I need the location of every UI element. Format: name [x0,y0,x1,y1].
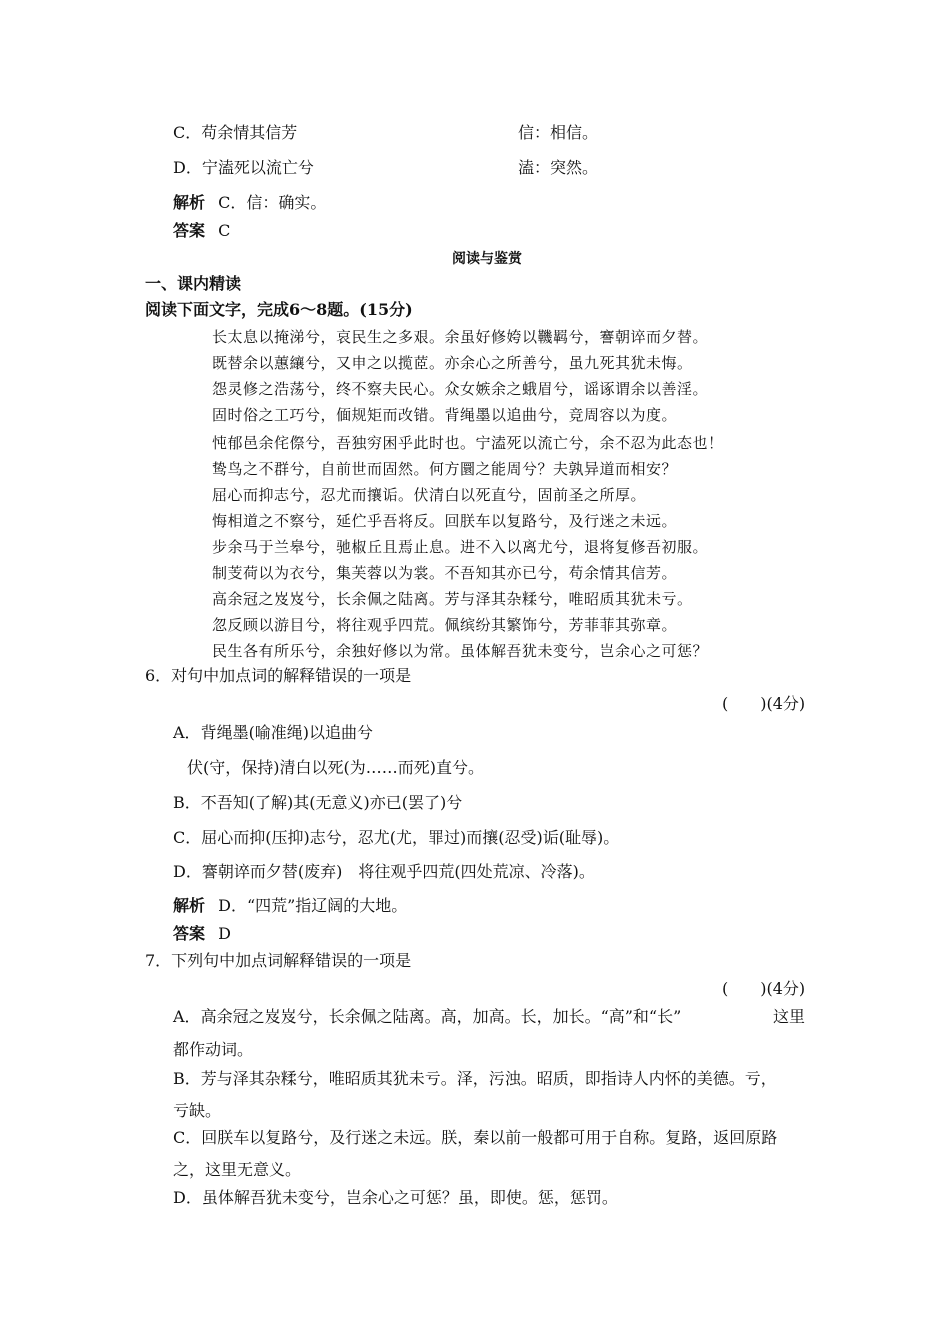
q7-option-b [173,1068,777,1090]
option-text: 背绳墨(喻准绳)以追曲兮 [200,723,374,742]
q7-option-c-cont: 之，这里无意义。 [173,1160,302,1179]
option-text: 芳与泽其杂糅兮，唯昭质其犹未亏。泽，污浊。昭质，即指诗人内怀的美德。亏， [200,1069,777,1088]
q7-stem: 7．下列句中加点词解释错误的一项是 [145,951,412,970]
option-label: C． [173,828,202,847]
analysis-text: D．“四荒”指辽阔的大地。 [218,896,408,915]
option-label: A． [173,1007,201,1026]
option-label: B． [173,793,201,812]
poem-line: 鸷鸟之不群兮，自前世而固然。何方圜之能周兮？夫孰异道而相安？ [212,460,678,478]
q6-option-a [173,722,373,744]
poem-line: 悔相道之不察兮，延伫乎吾将反。回朕车以复路兮，及行迷之未远。 [212,512,678,530]
q6-analysis [173,895,407,917]
option-text: 苟余情其信芳 [201,123,298,142]
q6-option-d [173,861,595,883]
q6-option-b [173,792,462,814]
option-text: 虽体解吾犹未变兮，岂余心之可惩？虽，即使。惩，惩罚。 [201,1188,618,1207]
option-label: A． [173,723,201,742]
option-label: C． [173,123,202,142]
q7-score: ( )(4分) [722,979,806,998]
poem-line: 长太息以掩涕兮，哀民生之多艰。余虽好修姱以鞿羁兮，謇朝谇而夕替。 [212,328,709,346]
answer-label: 答案 [173,924,206,943]
option-c-row [173,122,297,144]
analysis-row [173,192,326,214]
q6-option-c [173,827,619,849]
q7-option-a [173,1006,681,1028]
option-text: 回朕车以复路兮，及行迷之未远。朕，秦以前一般都可用于自称。复路，返回原路 [201,1128,778,1147]
answer-text: D [218,924,231,943]
poem-line: 制芰荷以为衣兮，集芙蓉以为裳。不吾知其亦已兮，苟余情其信芳。 [212,564,678,582]
analysis-label: 解析 [173,896,206,915]
option-label: D． [173,862,202,881]
q7-option-a-tail: 这里 [773,1007,806,1026]
answer-row [173,220,230,242]
option-label: D． [173,158,202,177]
option-d-row [173,157,314,179]
poem-line: 步余马于兰皋兮，驰椒丘且焉止息。进不入以离尤兮，退将复修吾初服。 [212,538,709,556]
option-text: 宁溘死以流亡兮 [201,158,314,177]
part-heading: 一、课内精读 [145,274,242,293]
q6-score: ( )(4分) [722,694,806,713]
poem-line: 固时俗之工巧兮，偭规矩而改错。背绳墨以追曲兮，竞周容以为度。 [212,406,678,424]
poem-line: 忽反顾以游目兮，将往观乎四荒。佩缤纷其繁饰兮，芳菲菲其弥章。 [212,616,678,634]
instruction [145,299,413,321]
poem-line: 屈心而抑志兮，忍尤而攘诟。伏清白以死直兮，固前圣之所厚。 [212,486,647,504]
option-d-gloss: 溘：突然。 [518,158,599,177]
option-label: D． [173,1188,202,1207]
q7-option-d [173,1187,618,1209]
q6-stem: 6．对句中加点词的解释错误的一项是 [145,666,412,685]
poem-line: 民生各有所乐兮，余独好修以为常。虽体解吾犹未变兮，岂余心之可惩？ [212,642,709,660]
poem-line: 怨灵修之浩荡兮，终不察夫民心。众女嫉余之蛾眉兮，谣诼谓余以善淫。 [212,380,709,398]
q6-option-a-cont: 伏(守，保持)清白以死(为……而死)直兮。 [187,758,484,777]
option-text: 不吾知(了解)其(无意义)亦已(罢了)兮 [200,793,463,812]
section-title: 阅读与鉴赏 [452,251,522,267]
instruction-text: 阅读下面文字，完成6～8题。(15分) [145,300,413,319]
poem-line: 忳郁邑余侘傺兮，吾独穷困乎此时也。宁溘死以流亡兮，余不忍为此态也！ [212,434,724,452]
q6-answer [173,923,231,945]
analysis-text: C．信：确实。 [218,193,327,212]
q7-option-a-cont: 都作动词。 [173,1040,254,1059]
q7-option-b-cont: 亏缺。 [173,1101,222,1120]
poem-line: 既替余以蕙纕兮，又申之以揽茝。亦余心之所善兮，虽九死其犹未悔。 [212,354,693,372]
answer-text: C [218,221,231,240]
option-c-gloss: 信：相信。 [518,123,599,142]
option-text: 謇朝谇而夕替(废弃) 将往观乎四荒(四处荒凉、冷落)。 [201,862,595,881]
poem-line: 高余冠之岌岌兮，长余佩之陆离。芳与泽其杂糅兮，唯昭质其犹未亏。 [212,590,693,608]
option-label: B． [173,1069,201,1088]
answer-label: 答案 [173,221,206,240]
analysis-label: 解析 [173,193,206,212]
option-label: C． [173,1128,202,1147]
q7-option-c [173,1127,777,1149]
option-text: 高余冠之岌岌兮，长余佩之陆离。高，加高。长，加长。“高”和“长” [200,1007,682,1026]
option-text: 屈心而抑(压抑)志兮，忍尤(尤，罪过)而攘(忍受)诟(耻辱)。 [201,828,620,847]
